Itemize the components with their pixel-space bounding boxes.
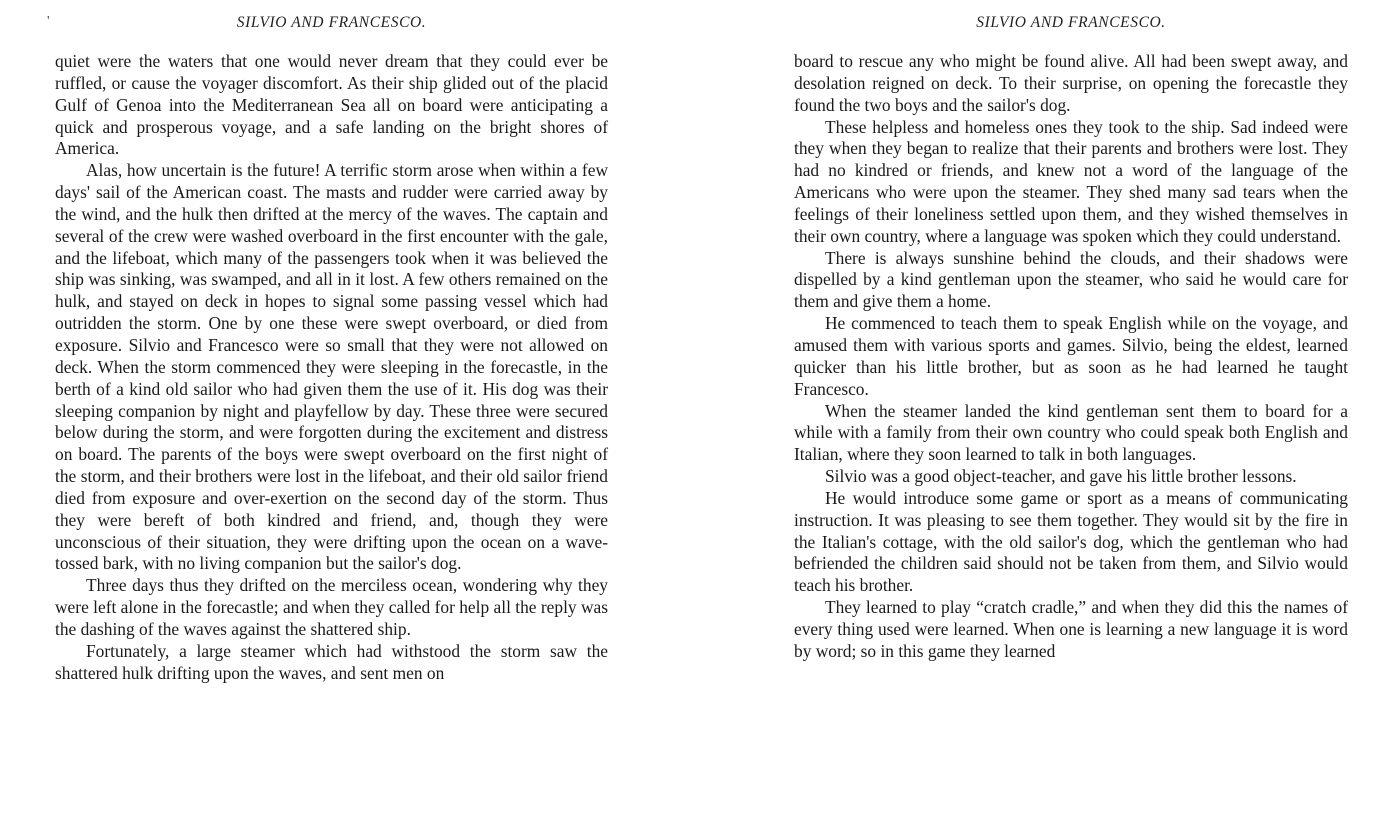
paragraph: Fortunately, a large steamer which had withstood the storm saw the shattered hulk drifting upon the waves, and sent men on bbox=[55, 640, 608, 683]
running-header-left: SILVIO AND FRANCESCO. bbox=[236, 14, 427, 31]
paragraph: When the steamer landed the kind gentleman sent them to board for a while with a family from their own country who could speak both English and Italian, where they soon learned to talk in both languages. bbox=[794, 400, 1348, 465]
paragraph: Alas, how uncertain is the future! A terrific storm arose when within a few days' sail of the American coast. The masts and rudder were carried away by the wind, and the hulk then drifted at the mercy of the waves. The captain and several of the crew were washed overboard in the first encounter with the gale, and the lifeboat, which many of the passengers took when it was believed the ship was sinking, was swamped, and all in it lost. A few others remained on the hulk, and stayed on deck in hopes to signal some passing vessel which had outridden the storm. One by one these were swept overboard, or died from exposure. Silvio and Francesco were so small that they were not allowed on deck. When the storm commenced they were sleeping in the forecastle, in the berth of a kind old sailor who had given them the use of it. His dog was their sleeping companion by night and playfellow by day. These three were secured below during the storm, and were forgotten during the excitement and distress on board. The parents of the boys were swept overboard on the first night of the storm, and their brothers were lost in the lifeboat, and their old sailor friend died from exposure and over-exertion on the second day of the storm. Thus they were bereft of both kindred and friend, and, though they were unconscious of their situation, they were drifting upon the ocean on a wave-tossed bark, with no living companion but the sailor's dog. bbox=[55, 160, 608, 574]
paragraph: They learned to play “cratch cradle,” and when they did this the names of every thing used were learned. When one is learning a new language it is word by word; so in this game they learned bbox=[794, 597, 1348, 661]
page-marker: ' bbox=[47, 14, 50, 29]
paragraph: Three days thus they drifted on the merciless ocean, wondering why they were left alone in the forecastle; and when they called for help all the reply was the dashing of the waves against the shattered ship. bbox=[55, 575, 608, 639]
paragraph: There is always sunshine behind the clouds, and their shadows were dispelled by a kind gentleman upon the steamer, who said he would care for them and give them a home. bbox=[794, 247, 1348, 312]
paragraph: quiet were the waters that one would never dream that they could ever be ruffled, or cause the voyager discomfort. As their ship glided out of the placid Gulf of Genoa into the Mediterranean Sea all on board were anticipating a quick and prosperous voyage, and a safe landing on the bright shores of America. bbox=[55, 51, 608, 159]
paragraph: These helpless and homeless ones they took to the ship. Sad indeed were they when they began to realize that their parents and brothers were lost. They had no kindred or friends, and knew not a word of the language of the Americans who were upon the steamer. They shed many sad tears when the feelings of their loneliness settled upon them, and they wished themselves in their own country, where a language was spoken which they could understand. bbox=[794, 116, 1348, 246]
right-page-text bbox=[794, 51, 1348, 663]
paragraph: Silvio was a good object-teacher, and gave his little brother lessons. bbox=[825, 466, 1297, 487]
paragraph: He would introduce some game or sport as a means of communicating instruction. It was pleasing to see them together. They would sit by the fire in the Italian's cottage, with the old sailor's dog, which the gentleman who had befriended the children said should not be taken from them, and Silvio would teach his brother. bbox=[794, 487, 1348, 596]
paragraph: board to rescue any who might be found alive. All had been swept away, and desolation reigned on deck. To their surprise, on opening the forecastle they found the two boys and the sailor's dog. bbox=[794, 51, 1348, 115]
paragraph: He commenced to teach them to speak English while on the voyage, and amused them with various sports and games. Silvio, being the eldest, learned quicker than his little brother, but as soon as he had learned he taught Francesco. bbox=[794, 313, 1348, 399]
left-page-text bbox=[55, 51, 608, 684]
running-header-right: SILVIO AND FRANCESCO. bbox=[976, 14, 1166, 31]
